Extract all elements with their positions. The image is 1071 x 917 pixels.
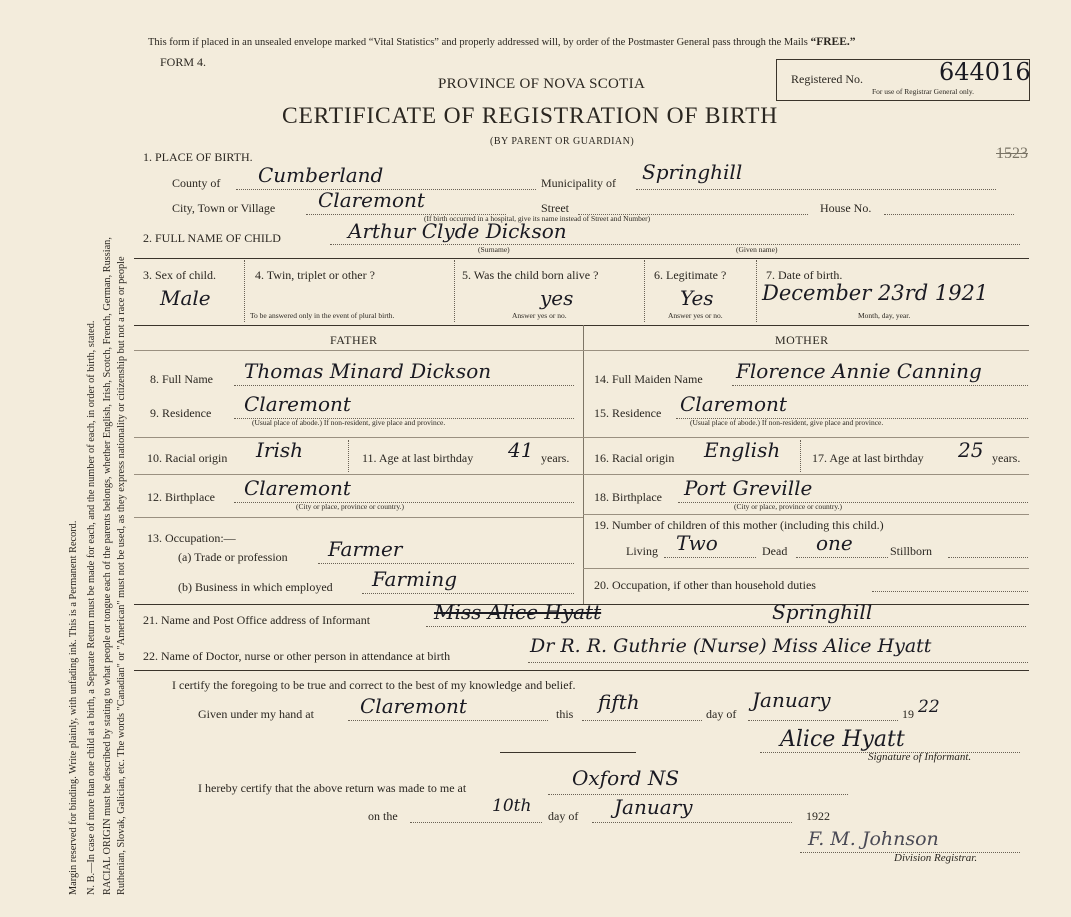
registered-label: Registered No.	[791, 72, 863, 86]
born-alive-value: yes	[540, 286, 574, 310]
date-of-birth-value: December 23rd 1921	[762, 281, 989, 305]
informant-signature-caption: Signature of Informant.	[868, 751, 972, 763]
mother-birthplace-label: 18. Birthplace	[594, 490, 662, 504]
registrar-statement: I hereby certify that the above return was made to me at	[198, 781, 467, 795]
margin-racial-origin-note: RACIAL ORIGIN must be described by stating to what people or tongue each of the parents belongs, whether English, Irish, Scotch, French, German, Russian,	[102, 237, 113, 895]
legitimate-value: Yes	[680, 286, 714, 310]
twin-label: 4. Twin, triplet or other ?	[255, 268, 375, 282]
father-name-underline	[234, 385, 574, 386]
mother-name-underline	[732, 385, 1028, 386]
father-occupation-label: 13. Occupation:—	[147, 531, 236, 545]
father-name-label: 8. Full Name	[150, 372, 213, 386]
rule-row3-bottom	[134, 325, 1029, 326]
mother-occupation-underline	[872, 591, 1028, 592]
given-day-value: fifth	[598, 690, 640, 714]
mother-birthplace-underline	[678, 502, 1028, 503]
dead-underline	[796, 557, 888, 558]
this-label: this	[556, 707, 574, 721]
rule-father-birthplace	[134, 517, 583, 518]
rule-row3-top	[134, 258, 1029, 259]
registrar-month-value: January	[614, 795, 693, 819]
attendant-label: 22. Name of Doctor, nurse or other person in attendance at birth	[143, 649, 451, 663]
father-business-label: (b) Business in which employed	[178, 580, 333, 594]
given-year-prefix: 19	[902, 707, 914, 721]
registrar-day-of-label: day of	[548, 809, 579, 823]
registrar-signature: F. M. Johnson	[808, 828, 939, 850]
divider-3-4	[244, 260, 245, 322]
given-day-of-label: day of	[706, 707, 737, 721]
mother-age-label: 17. Age at last birthday	[812, 451, 924, 465]
mother-children-label: 19. Number of children of this mother (including this child.)	[594, 518, 884, 532]
dead-label: Dead	[762, 544, 788, 558]
given-year-value: 22	[918, 697, 940, 717]
given-month-value: January	[752, 688, 831, 712]
informant-address-value: Springhill	[772, 600, 873, 624]
father-trade-value: Farmer	[328, 537, 403, 561]
division-registrar-caption: Division Registrar.	[894, 852, 978, 864]
mother-racial-label: 16. Racial origin	[594, 451, 675, 465]
child-name-value: Arthur Clyde Dickson	[348, 219, 567, 243]
father-business-underline	[362, 593, 574, 594]
margin-binding-note: Margin reserved for binding. Write plainly, with unfading ink. This is a Permanent Record.	[68, 520, 79, 895]
province-heading: PROVINCE OF NOVA SCOTIA	[438, 76, 646, 92]
legitimate-note: Answer yes or no.	[668, 311, 723, 320]
father-heading: FATHER	[330, 333, 378, 347]
place-of-birth-label: 1. PLACE OF BIRTH.	[143, 150, 253, 164]
father-trade-underline	[318, 563, 574, 564]
mother-residence-label: 15. Residence	[594, 406, 662, 420]
given-place-value: Claremont	[360, 694, 467, 718]
registrar-day-value: 10th	[492, 796, 532, 816]
county-label: County of	[172, 176, 221, 190]
corner-number: 1523	[996, 145, 1028, 162]
stillborn-label: Stillborn	[890, 544, 933, 558]
rule-mother-birthplace	[583, 514, 1029, 515]
mother-occupation-label: 20. Occupation, if other than household duties	[594, 578, 816, 592]
mother-residence-value: Claremont	[680, 392, 787, 416]
rule-certify-top	[134, 670, 1029, 671]
mother-name-value: Florence Annie Canning	[736, 359, 982, 383]
divider-6-7	[756, 260, 757, 322]
attendant-underline	[528, 662, 1028, 663]
legitimate-label: 6. Legitimate ?	[654, 268, 727, 282]
registrar-note: For use of Registrar General only.	[872, 87, 974, 96]
child-name-underline	[330, 244, 1020, 245]
mother-heading: MOTHER	[775, 333, 829, 347]
father-residence-value: Claremont	[244, 392, 351, 416]
registrar-year: 1922	[806, 809, 830, 823]
city-value: Claremont	[318, 188, 425, 212]
divider-4-5	[454, 260, 455, 322]
twin-note: To be answered only in the event of plural birth.	[250, 311, 395, 320]
mother-birthplace-value: Port Greville	[684, 476, 813, 500]
dead-value: one	[816, 531, 853, 555]
mother-age-value: 25	[958, 438, 984, 462]
father-birthplace-value: Claremont	[244, 476, 351, 500]
father-age-value: 41	[508, 438, 534, 462]
on-the-label: on the	[368, 809, 398, 823]
father-racial-value: Irish	[256, 438, 304, 462]
mailing-notice-text: This form if placed in an unsealed envelope marked “Vital Statistics” and properly addressed will, by order of the Postmaster General pass through the Mails	[148, 37, 808, 48]
mailing-notice	[148, 36, 855, 48]
father-trade-label: (a) Trade or profession	[178, 550, 288, 564]
county-value: Cumberland	[258, 163, 384, 187]
living-underline	[664, 557, 756, 558]
father-race-age-divider	[348, 440, 349, 472]
street-label: Street	[541, 201, 569, 215]
informant-divider	[500, 752, 636, 753]
informant-struck-name: Miss Alice Hyatt	[434, 600, 602, 624]
mother-age-years: years.	[992, 451, 1021, 465]
given-place-underline	[348, 720, 548, 721]
living-label: Living	[626, 544, 658, 558]
born-alive-label: 5. Was the child born alive ?	[462, 268, 599, 282]
given-day-underline	[582, 720, 702, 721]
living-value: Two	[676, 531, 718, 555]
margin-racial-origin-note-2: Ruthenian, Slovak, Galician, etc. The words "Canadian" or "American" must not be used, as they express nationality or citizenship but not a race or people	[116, 256, 127, 895]
child-name-label: 2. FULL NAME OF CHILD	[143, 231, 281, 245]
form-number: FORM 4.	[160, 55, 207, 69]
certify-statement: I certify the foregoing to be true and correct to the best of my knowledge and belief.	[172, 678, 576, 692]
margin-multiple-birth-note: N. B.—In case of more than one child at a birth, a Separate Return must be made for each, and the number of each, in order of birth, stated.	[86, 320, 97, 895]
registered-value: 644016	[939, 58, 1031, 86]
rule-mother-children	[583, 568, 1029, 569]
rule-parents-heading	[134, 350, 1029, 351]
page-title: CERTIFICATE OF REGISTRATION OF BIRTH	[282, 103, 778, 129]
registrar-day-underline	[410, 822, 542, 823]
date-of-birth-note: Month, day, year.	[858, 311, 911, 320]
parents-center-divider	[583, 325, 584, 605]
father-residence-label: 9. Residence	[150, 406, 212, 420]
hospital-note: (If birth occurred in a hospital, give its name instead of Street and Number)	[424, 214, 651, 223]
father-birthplace-label: 12. Birthplace	[147, 490, 215, 504]
rule-father-race	[134, 474, 583, 475]
city-label: City, Town or Village	[172, 201, 276, 215]
attendant-value: Dr R. R. Guthrie (Nurse) Miss Alice Hyatt	[530, 635, 932, 657]
municipality-value: Springhill	[642, 160, 743, 184]
father-name-value: Thomas Minard Dickson	[244, 359, 492, 383]
municipality-underline	[636, 189, 996, 190]
born-alive-note: Answer yes or no.	[512, 311, 567, 320]
date-of-birth-label: 7. Date of birth.	[766, 268, 843, 282]
father-racial-label: 10. Racial origin	[147, 451, 228, 465]
father-age-years: years.	[541, 451, 570, 465]
father-residence-note: (Usual place of abode.) If non-resident, give place and province.	[252, 418, 446, 427]
mother-racial-value: English	[704, 438, 781, 462]
house-underline	[884, 214, 1014, 215]
informant-signature: Alice Hyatt	[780, 727, 905, 752]
given-name-note: (Given name)	[736, 245, 778, 254]
registrar-month-underline	[592, 822, 792, 823]
municipality-label: Municipality of	[541, 176, 616, 190]
registrar-place-underline	[548, 794, 848, 795]
father-age-label: 11. Age at last birthday	[362, 451, 474, 465]
page-subtitle: (BY PARENT OR GUARDIAN)	[490, 136, 635, 147]
registration-box	[776, 59, 1030, 101]
informant-underline	[426, 626, 1026, 627]
mother-race-age-divider	[800, 440, 801, 472]
registrar-place-value: Oxford NS	[572, 766, 680, 790]
sex-label: 3. Sex of child.	[143, 268, 216, 282]
rule-mother-race	[583, 474, 1029, 475]
sex-value: Male	[160, 286, 211, 310]
divider-5-6	[644, 260, 645, 322]
stillborn-underline	[948, 557, 1028, 558]
given-under-hand-label: Given under my hand at	[198, 707, 314, 721]
house-number-label: House No.	[820, 201, 872, 215]
informant-label: 21. Name and Post Office address of Informant	[143, 613, 371, 627]
surname-note: (Surname)	[478, 245, 510, 254]
father-birthplace-note: (City or place, province or country.)	[296, 502, 405, 511]
free-label: “FREE.”	[810, 36, 856, 48]
mother-birthplace-note: (City or place, province or country.)	[734, 502, 843, 511]
mother-name-label: 14. Full Maiden Name	[594, 372, 703, 386]
mother-residence-note: (Usual place of abode.) If non-resident, give place and province.	[690, 418, 884, 427]
father-business-value: Farming	[372, 567, 458, 591]
given-month-underline	[748, 720, 898, 721]
